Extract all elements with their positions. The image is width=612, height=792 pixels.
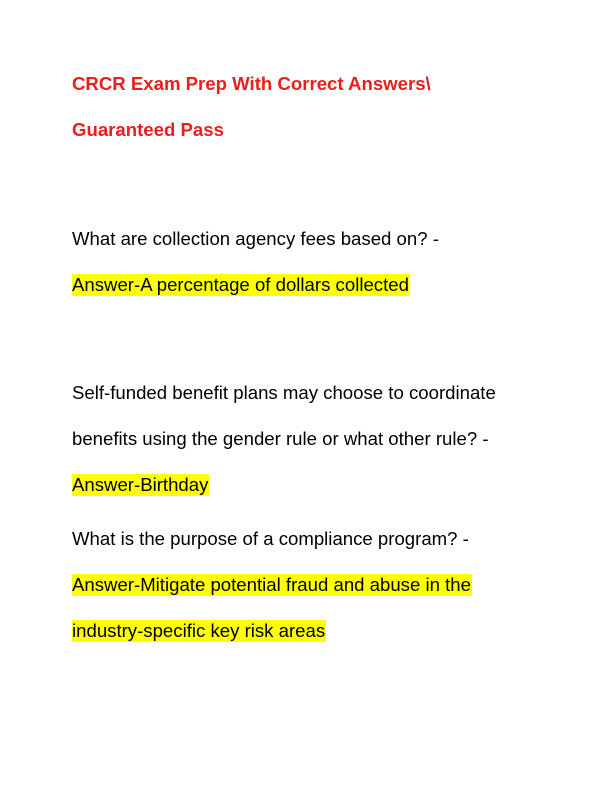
highlighted-answer-text: Answer-Mitigate potential fraud and abuse in the [72, 574, 471, 595]
question-text: What are collection agency fees based on? - [72, 228, 439, 249]
title-text: CRCR Exam Prep With Correct Answers\ [72, 73, 431, 94]
question-3 [72, 528, 469, 550]
highlighted-answer-text: industry-specific key risk areas [72, 620, 326, 641]
question-1 [72, 228, 439, 250]
question-2-line-2 [72, 428, 489, 450]
question-2-line-1 [72, 382, 496, 404]
question-text: Self-funded benefit plans may choose to coordinate [72, 382, 496, 403]
highlighted-answer-text: Answer-A percentage of dollars collected [72, 274, 409, 295]
answer-3-line-2 [72, 620, 326, 642]
answer-3-line-1 [72, 574, 472, 596]
document-title-line-2 [72, 119, 224, 141]
document-title-line-1 [72, 73, 431, 95]
highlighted-answer-text: Answer-Birthday [72, 474, 209, 495]
answer-1 [72, 274, 410, 296]
question-text: benefits using the gender rule or what other rule? - [72, 428, 489, 449]
title-text: Guaranteed Pass [72, 119, 224, 140]
answer-2 [72, 474, 209, 496]
question-text: What is the purpose of a compliance program? - [72, 528, 469, 549]
